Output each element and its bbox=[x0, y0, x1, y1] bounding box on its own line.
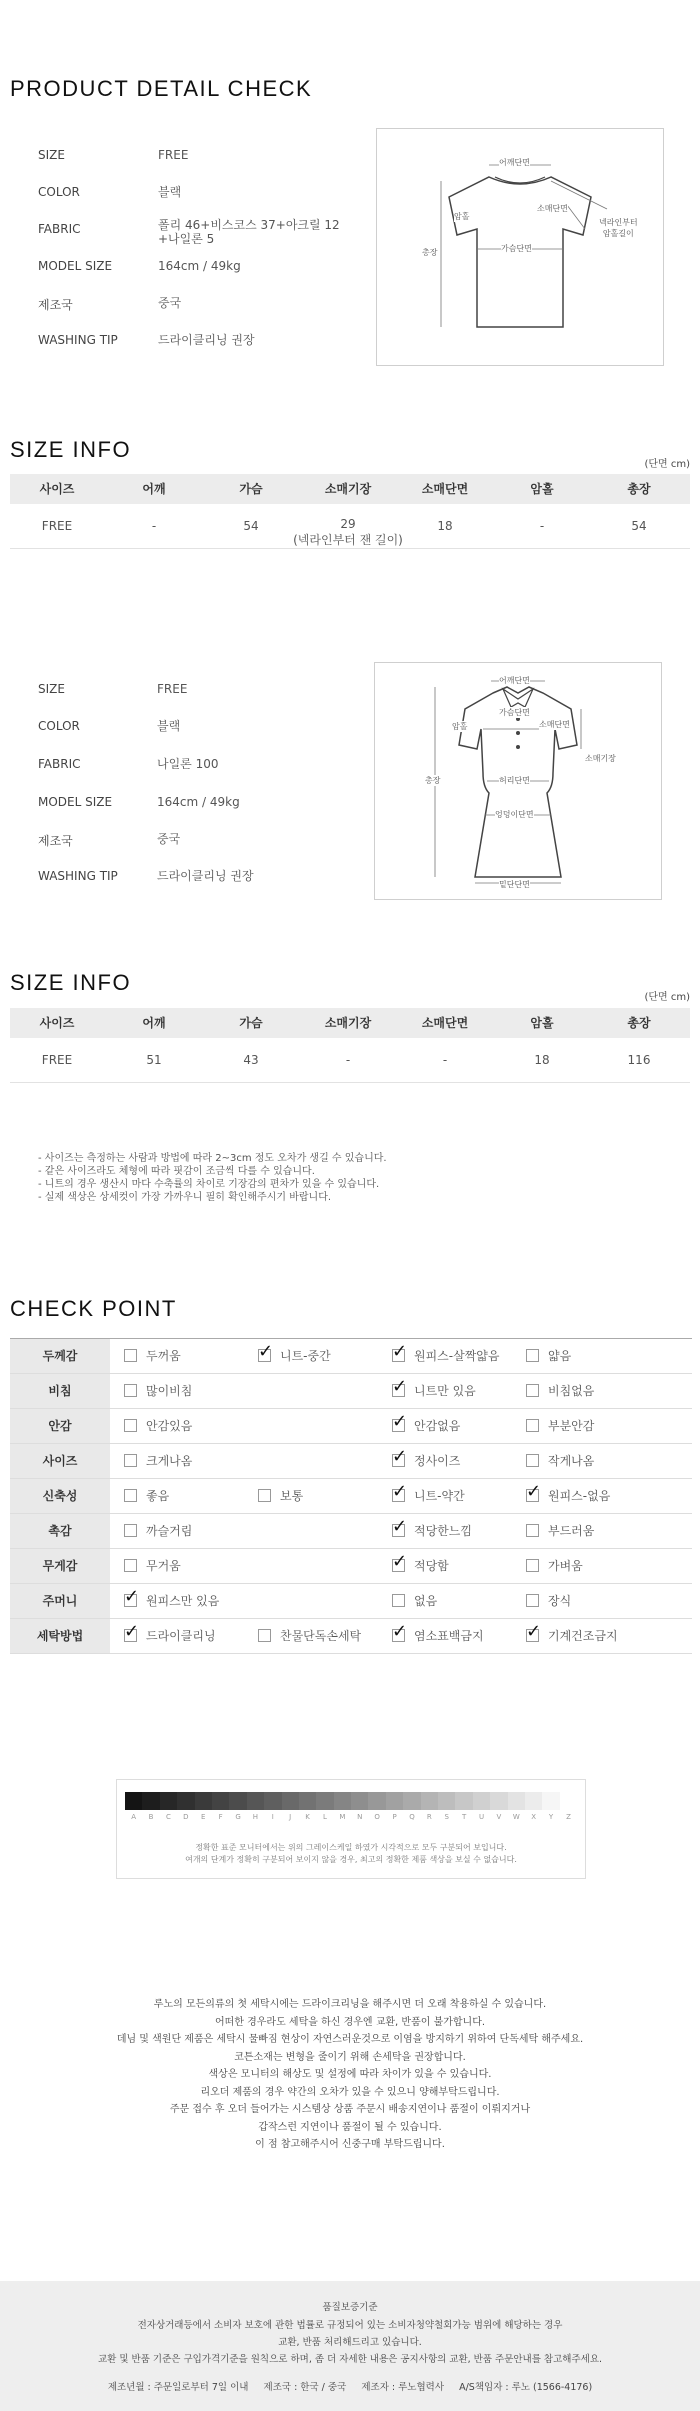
empty-checkbox-icon[interactable] bbox=[526, 1419, 539, 1432]
grayscale-swatch bbox=[282, 1792, 299, 1810]
grayscale-letters bbox=[125, 1813, 577, 1825]
header-chest: 가슴 bbox=[239, 482, 263, 496]
empty-checkbox-icon[interactable] bbox=[526, 1524, 539, 1537]
cell2-length: 116 bbox=[627, 1053, 651, 1067]
detail2-label-size: SIZE bbox=[38, 682, 65, 696]
check-point-label: 비침 bbox=[10, 1374, 110, 1408]
checked-checkbox-icon[interactable] bbox=[392, 1621, 408, 1642]
diagram2-label-armhole: 암홀 bbox=[452, 722, 468, 731]
grayscale-swatch bbox=[177, 1792, 194, 1810]
empty-checkbox-icon[interactable] bbox=[526, 1349, 539, 1362]
grayscale-swatch bbox=[438, 1792, 455, 1810]
size-note: - 니트의 경우 생산시 마다 수축률의 차이로 기장감의 편차가 있을 수 있습니다. bbox=[38, 1179, 380, 1190]
checked-checkbox-icon[interactable] bbox=[392, 1411, 408, 1432]
checkmark-icon: ✓ bbox=[392, 1376, 408, 1397]
checkmark-icon: ✓ bbox=[526, 1621, 542, 1642]
detail-label-fabric: FABRIC bbox=[38, 222, 81, 236]
empty-checkbox-icon[interactable] bbox=[258, 1489, 271, 1502]
check-point-label: 촉감 bbox=[10, 1514, 110, 1548]
size-note: - 같은 사이즈라도 체형에 따라 핏감이 조금씩 다를 수 있습니다. bbox=[38, 1166, 315, 1177]
grayscale-swatch bbox=[560, 1792, 577, 1810]
care-line: 어떠한 경우라도 세탁을 하신 경우엔 교환, 반품이 불가합니다. bbox=[214, 2016, 486, 2028]
grayscale-swatch bbox=[334, 1792, 351, 1810]
detail-value-size: FREE bbox=[158, 148, 189, 162]
check-point-row bbox=[10, 1339, 692, 1374]
check-point-label: 주머니 bbox=[10, 1584, 110, 1618]
grayscale-letter: G bbox=[235, 1813, 241, 1821]
check-option-label: 얇음 bbox=[548, 1349, 572, 1363]
size-notes bbox=[38, 1152, 387, 1204]
check-point-label: 신축성 bbox=[10, 1479, 110, 1513]
care-line: 데님 및 색원단 제품은 세탁시 물빠짐 현상이 자연스러운것으로 이염을 방지하기 위하여 단독세탁 해주세요. bbox=[116, 2034, 584, 2045]
checked-checkbox-icon[interactable] bbox=[258, 1341, 274, 1362]
header2-shoulder: 어깨 bbox=[142, 1016, 166, 1030]
check-point-row bbox=[10, 1619, 692, 1654]
size-info-title-2: SIZE INFO bbox=[10, 970, 132, 995]
empty-checkbox-icon[interactable] bbox=[526, 1594, 539, 1607]
grayscale-caption-line: 여개의 단계가 정확히 구분되어 보이지 않을 경우, 최고의 정확한 제품 색상을 보실 수 없습니다. bbox=[185, 1855, 517, 1864]
grayscale-swatch bbox=[542, 1792, 559, 1810]
check-option-label: 없음 bbox=[414, 1594, 438, 1608]
cell-size: FREE bbox=[41, 519, 73, 533]
header-shoulder: 어깨 bbox=[142, 482, 166, 496]
check-option-label: 원피스-살짝얇음 bbox=[414, 1349, 500, 1363]
care-line: 갑작스런 지연이나 품절이 될 수 있습니다. bbox=[258, 2121, 442, 2133]
check-option-label: 안감있음 bbox=[146, 1419, 193, 1433]
check-option-label: 니트-중간 bbox=[280, 1349, 331, 1363]
check-option-label: 장식 bbox=[548, 1594, 572, 1608]
check-point-row bbox=[10, 1514, 692, 1549]
grayscale-swatch bbox=[264, 1792, 281, 1810]
grayscale-swatch bbox=[421, 1792, 438, 1810]
grayscale-letter: U bbox=[478, 1813, 485, 1821]
header2-length: 총장 bbox=[627, 1016, 651, 1030]
check-option-label: 많이비침 bbox=[146, 1384, 193, 1398]
diagram2-label-chest: 가슴단면 bbox=[499, 708, 530, 717]
product-detail-title: PRODUCT DETAIL CHECK bbox=[10, 76, 313, 101]
checked-checkbox-icon[interactable] bbox=[392, 1446, 408, 1467]
diagram2-label-waist: 허리단면 bbox=[499, 776, 530, 785]
grayscale-letter: K bbox=[305, 1813, 310, 1821]
grayscale-swatch bbox=[386, 1792, 403, 1810]
checkmark-icon: ✓ bbox=[392, 1341, 408, 1362]
check-option-label: 가벼움 bbox=[548, 1559, 583, 1573]
empty-checkbox-icon[interactable] bbox=[392, 1594, 405, 1607]
header-size: 사이즈 bbox=[39, 482, 75, 496]
grayscale-letter: C bbox=[166, 1813, 171, 1821]
size-note: - 실제 색상은 상세컷이 가장 가까우니 필히 확인해주시기 바랍니다. bbox=[38, 1192, 332, 1203]
grayscale-letter: B bbox=[148, 1813, 154, 1821]
header2-sleeve-length: 소매기장 bbox=[324, 1016, 372, 1030]
check-point-label: 세탁방법 bbox=[10, 1619, 110, 1653]
check-option-label: 원피스-없음 bbox=[548, 1489, 611, 1503]
cell-armhole: - bbox=[539, 519, 545, 533]
checkmark-icon: ✓ bbox=[124, 1586, 140, 1607]
check-option-label: 적당함 bbox=[414, 1559, 449, 1573]
diagram2-label-sleeve-length: 소매기장 bbox=[585, 754, 616, 763]
header-sleeve-length: 소매기장 bbox=[324, 482, 372, 496]
grayscale-swatch bbox=[212, 1792, 229, 1810]
grayscale-letter: T bbox=[461, 1813, 467, 1821]
care-line: 리오더 제품의 경우 약간의 오차가 있을 수 있으니 양해부탁드립니다. bbox=[200, 2086, 500, 2098]
header2-armhole: 암홀 bbox=[530, 1016, 554, 1030]
check-option-label: 기계건조금지 bbox=[548, 1629, 618, 1643]
grayscale-swatch bbox=[299, 1792, 316, 1810]
grayscale-letter: Y bbox=[548, 1813, 554, 1821]
cell2-shoulder: 51 bbox=[146, 1053, 162, 1067]
quality-footer bbox=[0, 2281, 700, 2411]
grayscale-letter: I bbox=[271, 1813, 274, 1821]
detail2-value-origin: 중국 bbox=[157, 832, 181, 846]
detail2-value-color: 블랙 bbox=[157, 719, 181, 733]
size-unit-2: (단면 cm) bbox=[644, 992, 690, 1003]
check-option-label: 니트만 있음 bbox=[414, 1384, 476, 1398]
detail-label-washing: WASHING TIP bbox=[38, 333, 118, 347]
empty-checkbox-icon[interactable] bbox=[124, 1384, 137, 1397]
grayscale-swatch bbox=[316, 1792, 333, 1810]
grayscale-letter: S bbox=[444, 1813, 449, 1821]
detail2-label-origin: 제조국 bbox=[38, 834, 73, 848]
check-point-row bbox=[10, 1409, 692, 1444]
grayscale-swatch bbox=[195, 1792, 212, 1810]
check-point-label: 안감 bbox=[10, 1409, 110, 1443]
checked-checkbox-icon[interactable] bbox=[392, 1481, 408, 1502]
grayscale-letter: W bbox=[512, 1813, 520, 1821]
check-option-label: 적당한느낌 bbox=[414, 1524, 472, 1538]
detail-value-color: 블랙 bbox=[158, 185, 182, 199]
grayscale-swatch bbox=[490, 1792, 507, 1810]
grayscale-swatch bbox=[142, 1792, 159, 1810]
grayscale-swatch bbox=[508, 1792, 525, 1810]
checked-checkbox-icon[interactable] bbox=[392, 1341, 408, 1362]
grayscale-swatch bbox=[125, 1792, 142, 1810]
grayscale-letter: V bbox=[496, 1813, 502, 1821]
diagram-label-length: 총장 bbox=[422, 248, 438, 257]
size-table-header-1 bbox=[10, 474, 690, 504]
diagram2-label-hem: 밑단단면 bbox=[499, 880, 530, 889]
empty-checkbox-icon[interactable] bbox=[124, 1419, 137, 1432]
cell2-sleeve-length: - bbox=[345, 1053, 351, 1067]
detail2-label-color: COLOR bbox=[38, 719, 80, 733]
header2-chest: 가슴 bbox=[239, 1016, 263, 1030]
checkmark-icon: ✓ bbox=[124, 1621, 140, 1642]
checkmark-icon: ✓ bbox=[392, 1446, 408, 1467]
size-note: - 사이즈는 측정하는 사람과 방법에 따라 2~3cm 정도 오차가 생길 수 있습니다. bbox=[38, 1153, 387, 1164]
checked-checkbox-icon[interactable] bbox=[124, 1586, 140, 1607]
checked-checkbox-icon[interactable] bbox=[392, 1551, 408, 1572]
grayscale-letter: Q bbox=[409, 1813, 415, 1821]
grayscale-swatch bbox=[455, 1792, 472, 1810]
footer-line: 전자상거래등에서 소비자 보호에 관한 법률로 규정되어 있는 소비자청약철회가능 범위에 해당하는 경우 bbox=[137, 2320, 563, 2331]
detail2-value-washing: 드라이클리닝 권장 bbox=[157, 869, 254, 883]
grayscale-caption bbox=[117, 1842, 585, 1866]
care-line: 색상은 모니터의 해상도 및 설정에 따라 차이가 있을 수 있습니다. bbox=[208, 2069, 492, 2080]
detail2-value-model-size: 164cm / 49kg bbox=[157, 795, 240, 809]
grayscale-letter: H bbox=[252, 1813, 259, 1821]
grayscale-letter: Z bbox=[566, 1813, 571, 1821]
grayscale-swatch bbox=[368, 1792, 385, 1810]
footer-line: 교환, 반품 처리해드리고 있습니다. bbox=[278, 2337, 422, 2348]
diagram-label-sleeve: 소매단면 bbox=[537, 204, 568, 213]
checkmark-icon: ✓ bbox=[258, 1341, 274, 1362]
care-line: 주문 접수 후 오더 들어가는 시스템상 상품 주문시 배송지연이나 품절이 이뤄지거나 bbox=[169, 2104, 531, 2115]
check-point-row bbox=[10, 1549, 692, 1584]
check-option-label: 무거움 bbox=[146, 1559, 181, 1573]
grayscale-letter: N bbox=[357, 1813, 363, 1821]
grayscale-letter: P bbox=[392, 1813, 397, 1821]
cell2-size: FREE bbox=[41, 1053, 73, 1067]
grayscale-letter: A bbox=[131, 1813, 137, 1821]
cell-length: 54 bbox=[631, 519, 647, 533]
diagram2-label-sleeve: 소매단면 bbox=[539, 720, 570, 729]
detail-value-origin: 중국 bbox=[158, 296, 182, 310]
check-point-title: CHECK POINT bbox=[10, 1296, 177, 1321]
grayscale-letter: J bbox=[289, 1813, 292, 1821]
checked-checkbox-icon[interactable] bbox=[124, 1621, 140, 1642]
size-unit-1: (단면 cm) bbox=[644, 459, 690, 470]
checkmark-icon: ✓ bbox=[526, 1481, 542, 1502]
size-table-row-2 bbox=[10, 1042, 690, 1083]
empty-checkbox-icon[interactable] bbox=[124, 1489, 137, 1502]
check-option-label: 드라이클리닝 bbox=[146, 1629, 216, 1643]
empty-checkbox-icon[interactable] bbox=[526, 1559, 539, 1572]
footer-title: 품질보증기준 bbox=[322, 2302, 378, 2313]
checked-checkbox-icon[interactable] bbox=[392, 1376, 408, 1397]
detail2-label-model-size: MODEL SIZE bbox=[38, 795, 113, 809]
check-option-label: 정사이즈 bbox=[414, 1454, 461, 1468]
empty-checkbox-icon[interactable] bbox=[526, 1454, 539, 1467]
grayscale-letter: M bbox=[339, 1813, 346, 1821]
detail-value-washing: 드라이클리닝 권장 bbox=[158, 333, 255, 347]
size-info-title-1: SIZE INFO bbox=[10, 437, 132, 462]
header2-size: 사이즈 bbox=[39, 1016, 75, 1030]
check-option-label: 찬물단독손세탁 bbox=[280, 1629, 362, 1643]
empty-checkbox-icon[interactable] bbox=[258, 1629, 271, 1642]
cell-chest: 54 bbox=[243, 519, 259, 533]
check-point-row bbox=[10, 1479, 692, 1514]
care-line: 코튼소재는 변형을 줄이기 위해 손세탁을 권장합니다. bbox=[234, 2051, 466, 2063]
size-table-row-1 bbox=[10, 508, 690, 549]
checkmark-icon: ✓ bbox=[392, 1516, 408, 1537]
check-point-row bbox=[10, 1374, 692, 1409]
check-point-label: 두께감 bbox=[10, 1339, 110, 1373]
detail2-value-size: FREE bbox=[157, 682, 188, 696]
check-option-label: 까슬거림 bbox=[146, 1524, 193, 1538]
check-point-row bbox=[10, 1584, 692, 1619]
checkmark-icon: ✓ bbox=[392, 1411, 408, 1432]
detail2-value-fabric: 나일론 100 bbox=[157, 757, 219, 771]
empty-checkbox-icon[interactable] bbox=[526, 1384, 539, 1397]
checked-checkbox-icon[interactable] bbox=[526, 1621, 542, 1642]
empty-checkbox-icon[interactable] bbox=[124, 1454, 137, 1467]
diagram-label-chest: 가슴단면 bbox=[501, 244, 532, 253]
cell-sleeve-width: 18 bbox=[437, 519, 453, 533]
grayscale-letter: F bbox=[218, 1813, 223, 1821]
footer-line: 교환 및 반품 기준은 구입가격기준을 원칙으로 하며, 좀 더 자세한 내용은 공지사항의 교환, 반품 주문안내를 참고해주세요. bbox=[97, 2354, 603, 2365]
cell2-sleeve-width: - bbox=[442, 1053, 448, 1067]
detail-label-color: COLOR bbox=[38, 185, 80, 199]
grayscale-caption-line: 정확한 표준 모니터에서는 위의 그레이스케일 하였가 시각적으로 모두 구분되어 보입니다. bbox=[195, 1843, 507, 1852]
checkmark-icon: ✓ bbox=[392, 1551, 408, 1572]
detail2-label-washing: WASHING TIP bbox=[38, 869, 118, 883]
grayscale-letter: L bbox=[323, 1813, 327, 1821]
cell2-armhole: 18 bbox=[534, 1053, 550, 1067]
grayscale-letter: R bbox=[426, 1813, 432, 1821]
check-option-label: 크게나옴 bbox=[146, 1454, 193, 1468]
checkmark-icon: ✓ bbox=[392, 1481, 408, 1502]
cell-sleeve-length: 29 (넥라인부터 잰 길이) bbox=[293, 517, 403, 547]
header-armhole: 암홀 bbox=[530, 482, 554, 496]
header2-sleeve-width: 소매단면 bbox=[421, 1016, 469, 1030]
grayscale-swatch bbox=[351, 1792, 368, 1810]
empty-checkbox-icon[interactable] bbox=[124, 1559, 137, 1572]
check-option-label: 안감없음 bbox=[414, 1419, 461, 1433]
diagram-label-armhole: 암홀 bbox=[454, 212, 470, 221]
tshirt-size-diagram bbox=[376, 128, 664, 366]
check-option-label: 부드러움 bbox=[548, 1524, 595, 1538]
grayscale-swatch bbox=[525, 1792, 542, 1810]
check-option-label: 원피스만 있음 bbox=[146, 1594, 220, 1608]
diagram-label-shoulder: 어깨단면 bbox=[499, 158, 530, 167]
grayscale-swatch bbox=[160, 1792, 177, 1810]
check-option-label: 보통 bbox=[280, 1489, 304, 1503]
empty-checkbox-icon[interactable] bbox=[124, 1349, 137, 1362]
grayscale-letter: E bbox=[201, 1813, 206, 1821]
dress-size-diagram bbox=[374, 662, 662, 900]
diagram2-label-shoulder: 어깨단면 bbox=[499, 676, 530, 685]
check-option-label: 부분안감 bbox=[548, 1419, 595, 1433]
detail-label-size: SIZE bbox=[38, 148, 65, 162]
check-point-row bbox=[10, 1444, 692, 1479]
size-table-header-2 bbox=[10, 1008, 690, 1038]
check-option-label: 염소표백금지 bbox=[414, 1629, 484, 1643]
grayscale-swatch bbox=[229, 1792, 246, 1810]
grayscale-swatch bbox=[247, 1792, 264, 1810]
cell2-chest: 43 bbox=[243, 1053, 259, 1067]
detail2-label-fabric: FABRIC bbox=[38, 757, 81, 771]
detail-value-fabric: 폴리 46+비스코스 37+아크릴 12 +나일론 5 bbox=[158, 218, 340, 246]
grayscale-letter: D bbox=[183, 1813, 189, 1821]
checkmark-icon: ✓ bbox=[392, 1621, 408, 1642]
diagram2-label-hip: 엉덩이단면 bbox=[495, 810, 534, 819]
cell-shoulder: - bbox=[151, 519, 157, 533]
empty-checkbox-icon[interactable] bbox=[124, 1524, 137, 1537]
checked-checkbox-icon[interactable] bbox=[392, 1516, 408, 1537]
care-line: 이 점 참고해주시어 신중구매 부탁드립니다. bbox=[255, 2139, 445, 2150]
check-option-label: 좋음 bbox=[146, 1489, 170, 1503]
check-option-label: 두꺼움 bbox=[146, 1349, 181, 1363]
header-length: 총장 bbox=[627, 482, 651, 496]
grayscale-bar bbox=[125, 1792, 577, 1810]
grayscale-letter: O bbox=[374, 1813, 380, 1821]
grayscale-box bbox=[116, 1779, 586, 1879]
care-line: 루노의 모든의류의 첫 세탁시에는 드라이크리닝을 해주시면 더 오래 착용하실 수 있습니다. bbox=[153, 1999, 547, 2010]
diagram-label-neck: 넥라인부터 암홀길이 bbox=[599, 218, 638, 238]
diagram2-label-length: 총장 bbox=[425, 776, 441, 785]
check-point-label: 무게감 bbox=[10, 1549, 110, 1583]
check-point-label: 사이즈 bbox=[10, 1444, 110, 1478]
grayscale-swatch bbox=[403, 1792, 420, 1810]
check-option-label: 작게나옴 bbox=[548, 1454, 595, 1468]
detail-value-model-size: 164cm / 49kg bbox=[158, 259, 241, 273]
check-option-label: 비침없음 bbox=[548, 1384, 595, 1398]
check-option-label: 니트-약간 bbox=[414, 1489, 465, 1503]
header-sleeve-width: 소매단면 bbox=[421, 482, 469, 496]
grayscale-swatch bbox=[473, 1792, 490, 1810]
detail-label-origin: 제조국 bbox=[38, 298, 73, 312]
footer-info: 제조년월 : 주문일로부터 7일 이내 제조국 : 한국 / 중국 제조자 : 루노협력사 A/S책임자 : 루노 (1566-4176) bbox=[107, 2382, 593, 2393]
detail-label-model-size: MODEL SIZE bbox=[38, 259, 113, 273]
grayscale-letter: X bbox=[531, 1813, 537, 1821]
checked-checkbox-icon[interactable] bbox=[526, 1481, 542, 1502]
